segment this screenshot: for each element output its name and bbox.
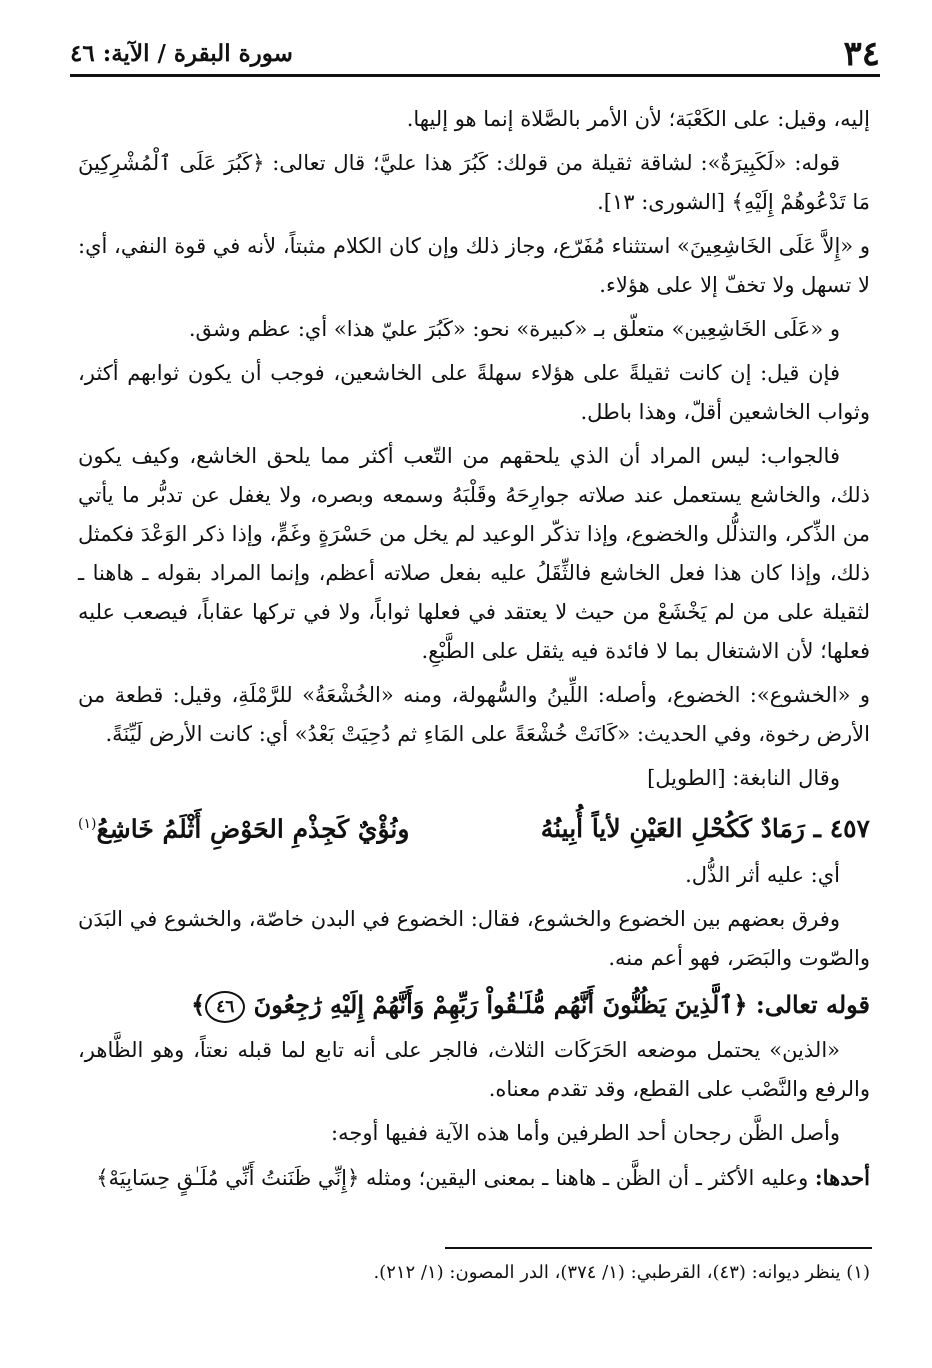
paragraph-8: وقال النابغة: [الطويل]: [647, 766, 840, 790]
first-point-text: وعليه الأكثر ـ أن الظَّن ـ هاهنا ـ بمعنى اليقين؛ ومثله ﴿إِنِّي ظَنَنتُ أَنِّي مُلَـٰقٍ حِسَابِيَهْ﴾: [96, 1166, 809, 1191]
first-point: [78, 1158, 870, 1198]
footnote-rule: [445, 1247, 872, 1249]
header-rule: [70, 74, 880, 77]
verse-number: ٤٥٧: [829, 814, 870, 844]
paragraph-7: و «الخشوع»: الخضوع، وأصله: اللِّينُ والسُّهولة، ومنه «الخُشْعَةُ» للرَّمْلَةِ، وقيل: قطعة من الأرض رخوة، وفي الحديث: «كَانَتْ خُشْعَةً على المَاءِ ثم دُحِيَتْ بَعْدُ» أي: كانت الأرض لَيِّنَةً.: [78, 683, 870, 746]
paragraph-11: «الذين» يحتمل موضعه الحَرَكَات الثلاث، فالجر على أنه تابع لما قبله نعتاً، وهو الظَّاهر، والرفع والنَّصْب على القطع، وقد تقدم معناه.: [78, 1038, 870, 1102]
paragraph-3: و «إِلاَّ عَلَى الخَاشِعِينَ» استثناء مُفَرّع، وجاز ذلك وإن كان الكلام مثبتاً، لأنه في قوة النفي، أي: لا تسهل ولا تخفّ إلا على هؤلاء.: [78, 234, 870, 297]
quran-text: ﴿ٱلَّذِينَ يَظُنُّونَ أَنَّهُم مُّلَـٰقُواْ رَبِّهِمْ وَأَنَّهُمْ إِلَيْهِ رَٰجِعُونَ: [253, 990, 748, 1020]
running-title: سورة البقرة / الآية: ٤٦: [70, 40, 293, 67]
paragraph-6: فالجواب: ليس المراد أن الذي يلحقهم من التّعب أكثر مما يلحق الخاشع، وكيف يكون ذلك، والخاشع يستعمل عند صلاته جوارِحَهُ وقَلْبَهُ وسمعه وبصره، ولا يغفل عن تدبُّر ما يأتي من الذِّكر، والتذلُّل والخضوع، وإذا تذكّر الوعيد لم يخل من حَسْرَةٍ وغَمٍّ، وإذا ذكر الوَعْدَ فكمثل ذلك، وإذا كان هذا فعل الخاشع فالثِّقَلُ عليه بفعل صلاته أعظم، وإنما المراد بقوله ـ هاهنا ـ لثقيلة على من لم يَخْشَعْ من حيث لا يعتقد في فعلها ثواباً، ولا في تركها عقاباً، فيصعب عليه فعلها؛ لأن الاشتغال بما لا فائدة فيه يثقل على الطَّبْعِ.: [78, 444, 870, 663]
quran-close: ﴾: [191, 990, 206, 1020]
paragraph-1: إليه، وقيل: على الكَعْبَة؛ لأن الأمر بالصَّلاة إنما هو إليها.: [406, 107, 870, 131]
verse-second-hemistich: [78, 803, 409, 850]
paragraph-4: و «عَلَى الخَاشِعِين» متعلّق بـ «كبيرة» نحو: «كَبُرَ عليّ هذا» أي: عظم وشق.: [188, 317, 840, 341]
paragraph-10: وفرق بعضهم بين الخضوع والخشوع، فقال: الخضوع في البدن خاصّة، والخشوع في البَدَن والصّوت والبَصَر، فهو أعم منه.: [78, 907, 870, 971]
first-point-lead: أحدها:: [814, 1165, 870, 1191]
poetry-verse: [78, 803, 870, 850]
main-text: [78, 100, 870, 1203]
verse-second-text: ونُؤْيٌ كَجِذْمِ الحَوْضِ أَثْلَمُ خَاشِعُ: [96, 814, 410, 844]
verse-first-text: ـ رَمَادٌ كَكُحْلِ العَيْنِ لأياً أُبِينُهُ: [540, 814, 821, 844]
footnote: (١) ينظر ديوانه: (٤٣)، القرطبي: (١/ ٣٧٤)، الدر المصون: (١/ ٢١٢).: [373, 1262, 870, 1283]
paragraph-2: قوله: «لَكَبِيرَةٌ»: لشاقة ثقيلة من قولك: كَبُرَ هذا عليَّ؛ قال تعالى: ﴿كَبُرَ عَلَى ٱلْمُشْرِكِينَ مَا تَدْعُوهُمْ إِلَيْهِ﴾ [الشورى: ١٣].: [78, 151, 870, 214]
page-header: [70, 30, 880, 76]
paragraph-9: أي: عليه أثر الذُّل.: [685, 863, 840, 888]
quran-verse: [78, 983, 870, 1027]
paragraph-5: فإن قيل: إن كانت ثقيلةً على هؤلاء سهلةً على الخاشعين، فوجب أن يكون ثوابهم أكثر، وثواب الخاشعين أقلّ، وهذا باطل.: [78, 361, 870, 424]
page-number: ٣٤: [843, 34, 880, 74]
footnote-ref: (١): [78, 816, 97, 832]
verse-first-hemistich: [541, 808, 870, 850]
paragraph-12: وأصل الظَّن رجحان أحد الطرفين وأما هذه الآية ففيها أوجه:: [331, 1121, 840, 1146]
quran-lead: قوله تعالى:: [755, 990, 870, 1020]
ayah-number-medallion: ٤٦: [205, 991, 245, 1023]
